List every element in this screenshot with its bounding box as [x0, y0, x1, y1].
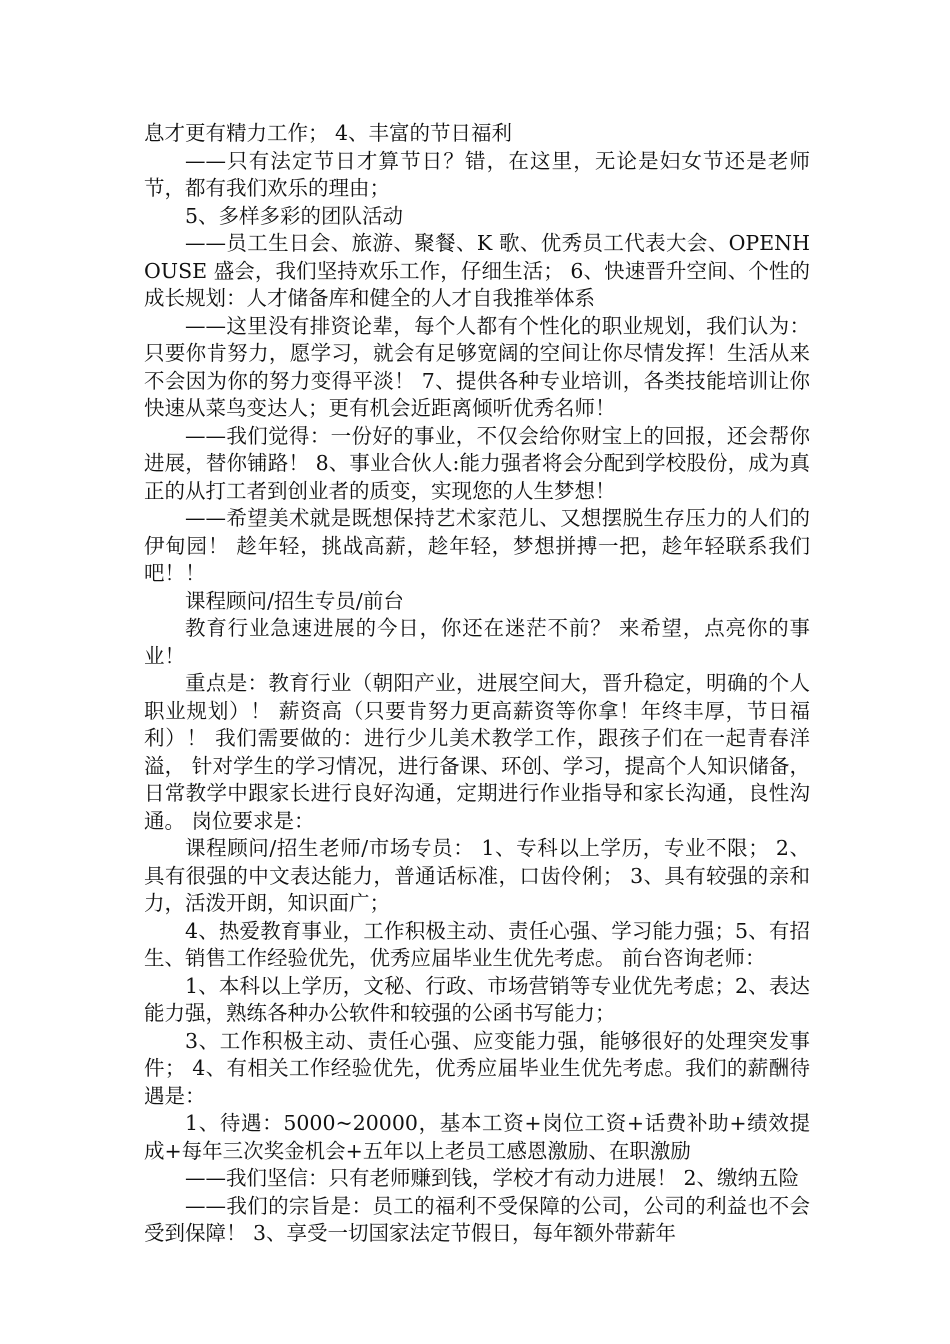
paragraph: ——我们坚信：只有老师赚到钱，学校才有动力进展！ 2、缴纳五险 — [185, 1166, 800, 1190]
paragraph: ——我们的宗旨是：员工的福利不受保障的公司，公司的利益也不会受到保障！ 3、享受一切国家法定节假日，每年额外带薪年 — [144, 1193, 810, 1245]
paragraph: 4、热爱教育事业，工作积极主动、责任心强、学习能力强；5、有招生、销售工作经验优先，优秀应届毕业生优先考虑。 前台咨询老师： — [144, 918, 810, 970]
paragraph: 重点是：教育行业（朝阳产业，进展空间大，晋升稳定，明确的个人职业规划）！ 薪资高（只要肯努力更高薪资等你拿！年终丰厚，节日福利）！ 我们需要做的：进行少儿美术教学工作，跟孩子们在一起青春洋溢， 针对学生的学习情况，进行备课、环创、学习，提高个人知识储备， 日常教学中跟家长进行良好沟通，定期进行作业指导和家长沟通，良性沟通。 岗位要求是： — [144, 671, 810, 833]
paragraph: ——希望美术就是既想保持艺术家范儿、又想摆脱生存压力的人们的伊甸园！ 趁年轻，挑战高薪，趁年轻，梦想拼搏一把，趁年轻联系我们吧！！ — [144, 506, 810, 585]
paragraph: ——这里没有排资论辈，每个人都有个性化的职业规划，我们认为：只要你肯努力，愿学习，就会有足够宽阔的空间让你尽情发挥！生活从来不会因为你的努力变得平淡！ 7、提供各种专业培训，各类技能培训让你快速从菜鸟变达人；更有机会近距离倾听优秀名师！ — [144, 313, 810, 420]
section-heading: 课程顾问/招生专员/前台 — [185, 588, 404, 613]
paragraph: 课程顾问/招生老师/市场专员： 1、专科以上学历，专业不限； 2、具有很强的中文表达能力，普通话标准，口齿伶俐； 3、具有较强的亲和力，活泼开朗，知识面广； — [144, 836, 810, 915]
paragraph: 1、本科以上学历，文秘、行政、市场营销等专业优先考虑；2、表达能力强，熟练各种办公软件和较强的公函书写能力； — [144, 973, 810, 1025]
paragraph: 息才更有精力工作； 4、丰富的节日福利 — [144, 121, 513, 145]
paragraph: ——员工生日会、旅游、聚餐、K 歌、优秀员工代表大会、OPENHOUSE 盛会，我们坚持欢乐工作，仔细生活； 6、快速晋升空间、个性的成长规划：人才储备库和健全的人才自我推举体系 — [144, 231, 810, 310]
paragraph: 5、多样多彩的团队活动 — [185, 203, 404, 228]
paragraph: 教育行业急速进展的今日，你还在迷茫不前？ 来希望，点亮你的事业！ — [144, 616, 810, 668]
document-page — [144, 120, 810, 1248]
paragraph: ——只有法定节日才算节日？错，在这里，无论是妇女节还是老师节，都有我们欢乐的理由； — [144, 148, 810, 200]
paragraph: 3、工作积极主动、责任心强、应变能力强，能够很好的处理突发事件； 4、有相关工作经验优先，优秀应届毕业生优先考虑。我们的薪酬待遇是： — [144, 1028, 810, 1108]
paragraph: ——我们觉得：一份好的事业，不仅会给你财宝上的回报，还会帮你进展，替你铺路！ 8、事业合伙人:能力强者将会分配到学校股份，成为真正的从打工者到创业者的质变，实现您的人生梦想！ — [144, 423, 810, 503]
paragraph: 1、待遇：5000~20000，基本工资+岗位工资+话费补助+绩效提成+每年三次奖金机会+五年以上老员工感恩激励、在职激励 — [144, 1111, 810, 1163]
